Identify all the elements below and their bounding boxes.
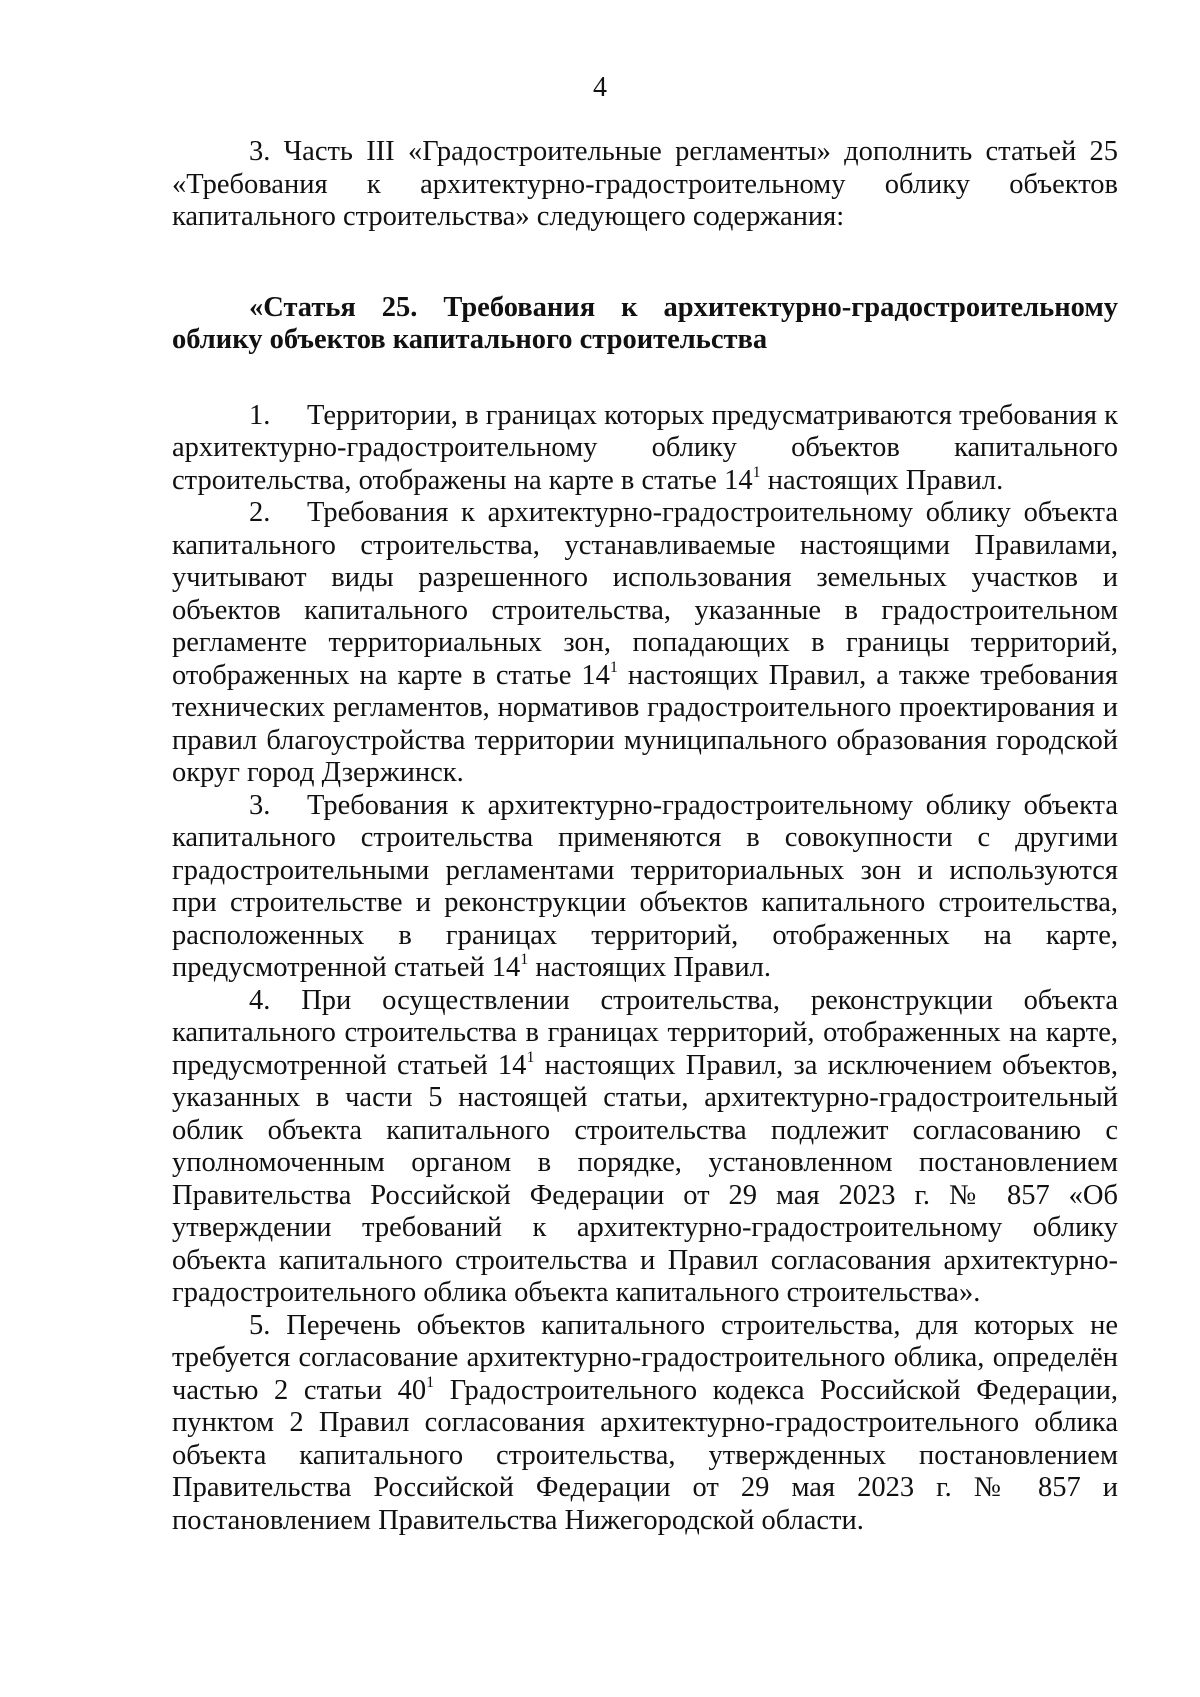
article-item-4 bbox=[172, 985, 1118, 1310]
intro-paragraph: 3. Часть III «Градостроительные регламенты» дополнить статьей 25 «Требования к архитектурно-градостроительному облику объектов капитального строительства» следующего содержания: bbox=[172, 136, 1118, 232]
item-text-continued: настоящих Правил. bbox=[528, 952, 771, 983]
superscript: 1 bbox=[526, 1048, 535, 1066]
item-text-continued: настоящих Правил, а также требования технических регламентов, нормативов градостроительного проектирования и правил благоустройства территории муниципального образования городской округ город Дзержинск. bbox=[172, 659, 1118, 788]
item-number: 4. bbox=[249, 984, 271, 1016]
item-text: При осуществлении строительства, реконструкции объекта капитального строительства в границах территорий, отображенных на карте, предусмотренной статьей 14 bbox=[172, 984, 1118, 1081]
item-number: 3. bbox=[249, 789, 271, 821]
article-heading: «Статья 25. Требования к архитектурно-градостроительному облику объектов капитального строительства bbox=[172, 291, 1118, 355]
item-text-continued: настоящих Правил. bbox=[760, 464, 1004, 496]
article-item-1 bbox=[172, 400, 1118, 498]
item-number: 2. bbox=[249, 497, 271, 528]
article-item-3 bbox=[172, 790, 1118, 985]
item-text: Перечень объектов капитального строительства, для которых не требуется согласование архитектурно-градостроительного облика, определён частью 2 статьи 40 bbox=[172, 1309, 1118, 1406]
superscript: 1 bbox=[426, 1373, 435, 1391]
document-body bbox=[172, 136, 1118, 1537]
item-number: 1. bbox=[249, 399, 271, 431]
article-item-5 bbox=[172, 1310, 1118, 1538]
item-text: Территории, в границах которых предусматриваются требования к архитектурно-градостроительному облику объектов капитального строительства, отображены на карте в статье 14 bbox=[172, 399, 1118, 496]
superscript: 1 bbox=[752, 463, 761, 481]
item-text-continued: Градостроительного кодекса Российской Федерации, пунктом 2 Правил согласования архитектурно-градостроительного облика объекта капитального строительства, утвержденных постановлением Правительства Российской Федерации от 29 мая 2023 г. № 857 и постановлением Правительства Нижегородской области. bbox=[172, 1374, 1118, 1536]
article-item-2 bbox=[172, 497, 1118, 790]
item-text: Требования к архитектурно-градостроительному облику объекта капитального строительства применяются в совокупности с другими градостроительными регламентами территориальных зон и используются при строительстве и реконструкции объектов капитального строительства, расположенных в границах территорий, отображенных на карте, предусмотренной статьей 14 bbox=[172, 789, 1118, 983]
item-text: Требования к архитектурно-градостроительному облику объекта капитального строительства, устанавливаемые настоящими Правилами, учитывают виды разрешенного использования земельных участков и объектов капитального строительства, указанные в градостроительном регламенте территориальных зон, попадающих в границы территорий, отображенных на карте в статье 14 bbox=[172, 497, 1118, 691]
item-text-continued: настоящих Правил, за исключением объектов, указанных в части 5 настоящей статьи, архитектурно-градостроительный облик объекта капитального строительства подлежит согласованию с уполномоченным органом в порядке, установленном постановлением Правительства Российской Федерации от 29 мая 2023 г. № 857 «Об утверждении требований к архитектурно-градостроительному облику объекта капитального строительства и Правил согласования архитектурно-градостроительного облика объекта капитального строительства». bbox=[172, 1049, 1118, 1308]
superscript: 1 bbox=[609, 658, 618, 676]
superscript: 1 bbox=[520, 951, 529, 968]
item-number: 5. bbox=[249, 1309, 271, 1341]
page-number: 4 bbox=[593, 72, 607, 103]
